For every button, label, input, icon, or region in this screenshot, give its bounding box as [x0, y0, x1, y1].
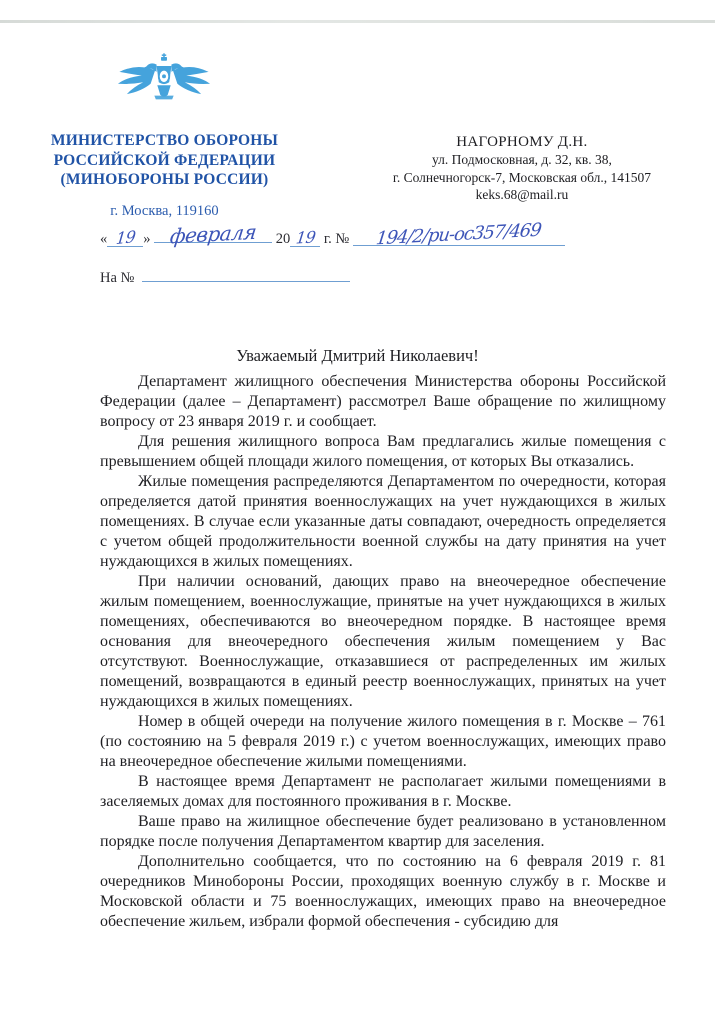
- after-year-label: г. №: [323, 231, 350, 247]
- body-paragraph: Ваше право на жилищное обеспечение будет реализовано в установленном порядке после получения Департаментом квартир для заселения.: [100, 813, 666, 850]
- recipient-address-line2: г. Солнечногорск-7, Московская обл., 141507: [392, 169, 652, 185]
- handwritten-outgoing-number: 194/2/ри-ос357/469: [375, 219, 543, 250]
- close-quote: »: [143, 231, 151, 247]
- recipient-email: keks.68@mail.ru: [475, 187, 569, 202]
- ministry-city-line: г. Москва, 119160: [110, 202, 219, 219]
- handwritten-month: февраля: [168, 219, 258, 249]
- body-paragraph: Жилые помещения распределяются Департаментом по очередности, которая определяется датой принятия военнослужащих на учет нуждающихся в жилых помещениях. В случае если указанные даты совпадают, очередность определяется с учетом общей продолжительности военной службы на дату принятия на учет нуждающихся в жилых помещениях.: [100, 473, 666, 570]
- year-prefix: 20: [275, 231, 291, 247]
- handwritten-year: 19: [294, 227, 317, 248]
- open-quote: «: [100, 231, 108, 247]
- body-paragraph: Дополнительно сообщается, что по состоянию на 6 февраля 2019 г. 81 очередников Минобороны России, проходящих военную службу в г. Москве и Московской области и 75 военнослужащих, имеющих право на внеочередное обеспечение жильем, избрали формой обеспечения - субсидию для: [100, 853, 666, 930]
- handwritten-day: 19: [114, 226, 136, 249]
- recipient-block: [329, 50, 715, 220]
- reply-reference-line: [100, 263, 580, 287]
- reply-ref-label: На №: [100, 270, 135, 286]
- ministry-name-line2: РОССИЙСКОЙ ФЕДЕРАЦИИ: [53, 151, 276, 169]
- day-field-underline: [107, 228, 143, 247]
- number-field-underline: [353, 219, 565, 250]
- recipient-address-line1: ул. Подмосковная, д. 32, кв. 38,: [432, 152, 612, 167]
- year-field-underline: [290, 228, 320, 247]
- body-paragraph: Для решения жилищного вопроса Вам предлагались жилые помещения с превышением общей площади жилого помещения, от которых Вы отказались.: [100, 433, 666, 470]
- outgoing-date-line: [100, 219, 580, 250]
- letterhead-left-column: [0, 50, 329, 220]
- ministry-name-line3: (МИНОБОРОНЫ РОССИИ): [60, 171, 269, 188]
- mod-eagle-emblem-icon: [112, 50, 216, 122]
- body-paragraph: Номер в общей очереди на получение жилого помещения в г. Москве – 761 (по состоянию на 5 февраля 2019 г.) с учетом военнослужащих, имеющих право на внеочередное обеспечение жилыми помещениями.: [100, 713, 666, 770]
- scan-edge-artifact: [0, 20, 715, 23]
- recipient-name: НАГОРНОМУ Д.Н.: [456, 134, 588, 150]
- body-paragraph: Департамент жилищного обеспечения Министерства обороны Российской Федерации (далее – Департамент) рассмотрел Ваше обращение по жилищному вопросу от 23 января 2019 г. и сообщает.: [100, 373, 666, 430]
- reference-block: [100, 219, 580, 287]
- letterhead: [0, 50, 715, 220]
- body-paragraph: В настоящее время Департамент не располагает жилыми помещениями в заселяемых домах для постоянного проживания в г. Москве.: [100, 773, 666, 810]
- ministry-name-line1: МИНИСТЕРСТВО ОБОРОНЫ: [50, 132, 278, 149]
- letter-body: [100, 372, 666, 932]
- reply-ref-underline: [142, 263, 350, 282]
- month-field-underline: [154, 219, 272, 249]
- body-paragraph: При наличии оснований, дающих право на внеочередное обеспечение жилым помещением, военнослужащие, принятые на учет нуждающихся в жилых помещениях, обеспечиваются во внеочередном порядке. В настоящее время основания для внеочередного обеспечения жилым помещением у Вас отсутствуют. Военнослужащие, отказавшиеся от распределенных им жилых помещений, возвращаются в единый реестр военнослужащих, принятых на учет нуждающихся в жилых помещениях.: [100, 573, 666, 710]
- salutation: Уважаемый Дмитрий Николаевич!: [236, 346, 479, 365]
